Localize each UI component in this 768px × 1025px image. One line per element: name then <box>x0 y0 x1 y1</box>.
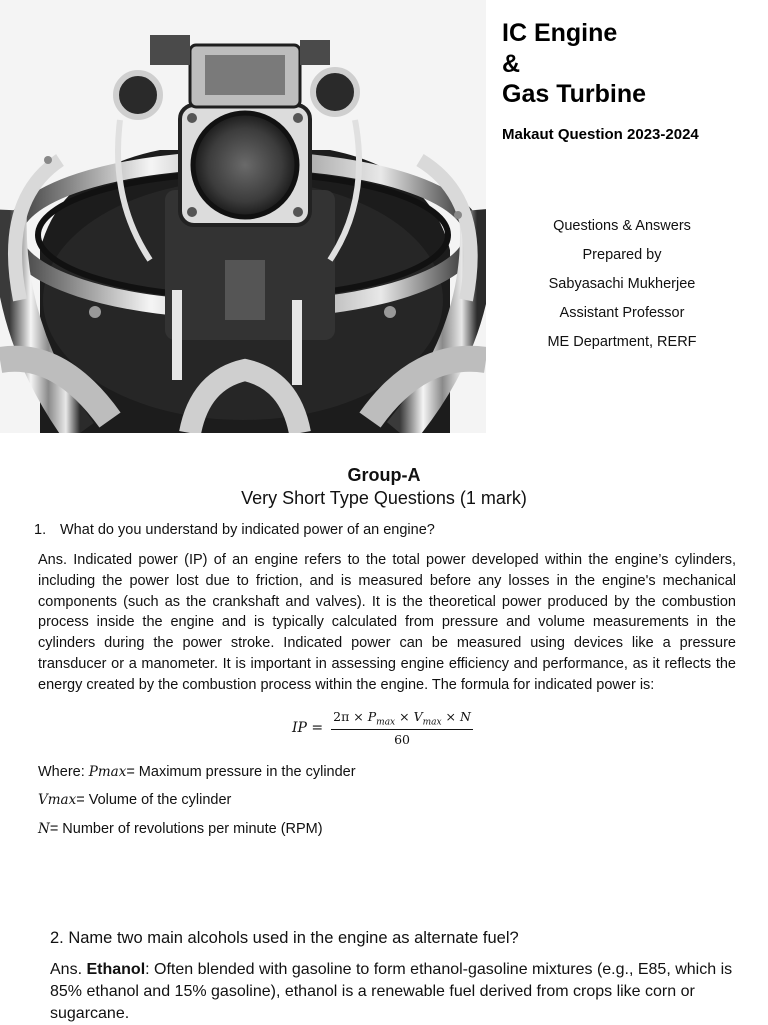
where-symbol: Pmax <box>88 764 127 780</box>
indicated-power-formula <box>292 706 473 750</box>
cover-title-block <box>502 18 762 143</box>
cover-title-line-1: IC Engine <box>502 19 618 47</box>
answer-prefix: Ans. <box>50 961 87 978</box>
answer-2 <box>50 959 740 1025</box>
formula-part: × <box>395 708 414 724</box>
where-prefix: Where: <box>38 764 89 780</box>
section-title: Group-A <box>347 465 421 485</box>
formula-numerator <box>331 709 473 731</box>
formula-lhs: IP = <box>292 720 324 736</box>
cover-credits <box>522 215 722 360</box>
formula-denominator: 60 <box>394 732 410 748</box>
credit-line: Sabyasachi Mukherjee <box>548 276 696 292</box>
formula-part: P <box>367 708 377 724</box>
where-line <box>38 764 356 780</box>
credit-line: ME Department, RERF <box>547 334 697 350</box>
where-line <box>38 821 323 837</box>
formula-fraction <box>331 709 473 748</box>
formula-part: max <box>376 717 396 728</box>
where-symbol: Vmax <box>38 792 77 808</box>
formula-part: 2π × <box>333 708 368 724</box>
formula-part: N <box>460 708 471 724</box>
formula-part: V <box>413 708 423 724</box>
section-heading <box>0 463 768 509</box>
cover-title-line-3: Gas Turbine <box>502 80 647 108</box>
credit-line: Questions & Answers <box>553 218 691 234</box>
section-subtitle: Very Short Type Questions (1 mark) <box>241 488 527 508</box>
credit-line: Prepared by <box>582 247 662 263</box>
answer-text: : Often blended with gasoline to form ethanol-gasoline mixtures (e.g., E85, which is 85% ethanol and 15% gasoline), ethanol is a renewable fuel derived from crops like corn or sugarcane. <box>50 961 733 1022</box>
answer-1: Ans. Indicated power (IP) of an engine refers to the total power developed within the engine’s cylinders, including the power lost due to friction, and is measured before any losses in the engine's mechanical components (such as the crankshaft and valves). It is the theoretical power produced by the combustion process inside the engine and is typically calculated from pressure and volume measurements in the cylinders during the power stroke. Indicated power can be measured using devices like a pressure transducer or a manometer. It is important in assessing engine efficiency and performance, as it reflects the energy created by the combustion process within the engine. The formula for indicated power is: <box>38 552 736 693</box>
answer-term: Ethanol <box>86 961 146 978</box>
where-symbol: N <box>38 821 50 837</box>
where-text: = Number of revolutions per minute (RPM) <box>49 821 323 837</box>
formula-part: max <box>422 717 442 728</box>
question-1 <box>34 522 435 538</box>
question-number: 1. <box>34 522 47 538</box>
where-line <box>38 792 231 808</box>
cover-title-line-2: & <box>502 49 521 78</box>
where-text: = Volume of the cylinder <box>76 792 232 808</box>
credit-line: Assistant Professor <box>559 305 685 321</box>
question-2: 2. Name two main alcohols used in the engine as alternate fuel? <box>50 929 519 947</box>
where-text: = Maximum pressure in the cylinder <box>126 764 356 780</box>
formula-part: × <box>441 708 460 724</box>
engine-photo <box>0 0 486 433</box>
question-text: What do you understand by indicated power of an engine? <box>60 522 435 538</box>
cover-subtitle: Makaut Question 2023-2024 <box>502 125 699 143</box>
